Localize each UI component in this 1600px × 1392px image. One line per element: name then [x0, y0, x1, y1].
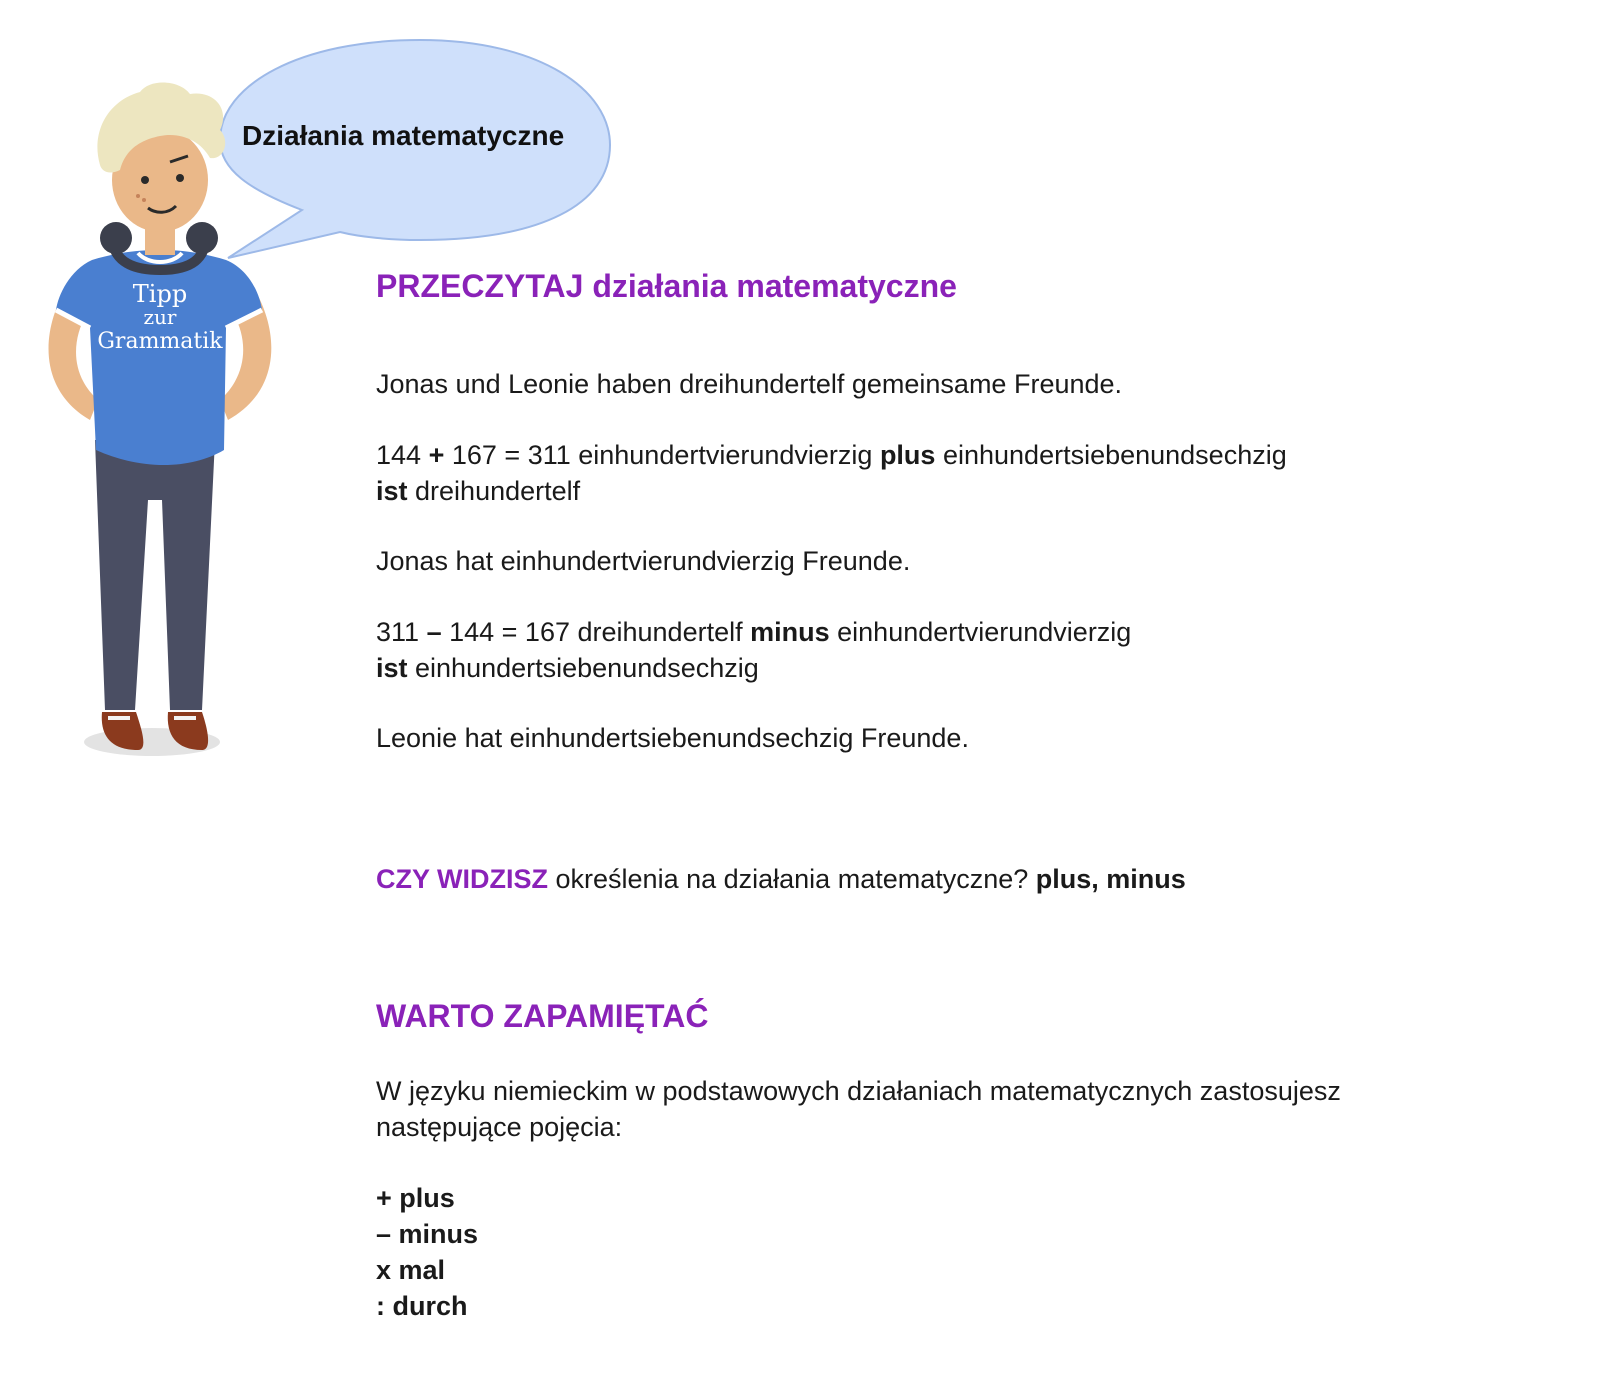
- section-question: [376, 861, 1556, 897]
- section-title-read: PRZECZYTAJ działania matematyczne: [376, 268, 957, 304]
- sentence-2: [376, 543, 1556, 579]
- sentence-3: [376, 720, 1556, 756]
- section-remember: [376, 998, 1556, 1034]
- shirt-text-1: Tipp: [132, 280, 188, 308]
- eq-result: einhundertsiebenundsechzig: [415, 653, 759, 683]
- eq-word: plus: [879, 440, 936, 470]
- eq-operator: +: [428, 440, 445, 470]
- sentence-text: Leonie hat einhundertsiebenundsechzig Freunde.: [376, 723, 969, 753]
- equation-line: [376, 437, 1556, 473]
- eq-ist: ist: [376, 476, 408, 506]
- section-read: [376, 268, 1556, 304]
- eq-operator: –: [426, 617, 442, 647]
- bubble-text: Działania matematyczne: [242, 120, 565, 151]
- question-text: określenia na działania matematyczne?: [555, 864, 1029, 894]
- eq-text: 167 = 311 einhundertvierundvierzig: [451, 440, 873, 470]
- term-durch: : durch: [376, 1291, 468, 1321]
- student-illustration: [30, 70, 290, 790]
- equation-result-line: [376, 650, 1556, 686]
- remember-text: [376, 1073, 1556, 1145]
- equation-line: [376, 614, 1556, 650]
- sentence-text: Jonas hat einhundertvierundvierzig Freunde.: [376, 546, 911, 576]
- term-plus: + plus: [376, 1183, 455, 1213]
- eq-text: einhundertvierundvierzig: [837, 617, 1132, 647]
- eq-ist: ist: [376, 653, 408, 683]
- eq-number: 144: [376, 440, 422, 470]
- term-mal: x mal: [376, 1255, 446, 1285]
- remember-line-1: W języku niemieckim w podstawowych działaniach matematycznych zastosujesz: [376, 1076, 1341, 1106]
- eq-text: 144 = 167 dreihundertelf: [449, 617, 743, 647]
- eq-result: dreihundertelf: [415, 476, 581, 506]
- question-accent: CZY WIDZISZ: [376, 864, 548, 894]
- eq-text: einhundertsiebenundsechzig: [942, 440, 1287, 470]
- eq-word: minus: [750, 617, 830, 647]
- section-title-remember: WARTO ZAPAMIĘTAĆ: [376, 998, 709, 1034]
- eq-number: 311: [376, 617, 420, 647]
- shirt-text-3: Grammatik: [97, 329, 223, 354]
- sentence-text: Jonas und Leonie haben dreihundertelf gemeinsame Freunde.: [376, 369, 1123, 399]
- terms-list: [376, 1180, 1556, 1324]
- equation-1: [376, 437, 1556, 509]
- equation-2: [376, 614, 1556, 686]
- question-answer: plus, minus: [1035, 864, 1186, 894]
- remember-line-2: następujące pojęcia:: [376, 1112, 623, 1142]
- equation-result-line: [376, 473, 1556, 509]
- shirt-text-2: zur: [143, 305, 177, 329]
- sentence-1: [376, 366, 1556, 402]
- term-minus: – minus: [376, 1219, 479, 1249]
